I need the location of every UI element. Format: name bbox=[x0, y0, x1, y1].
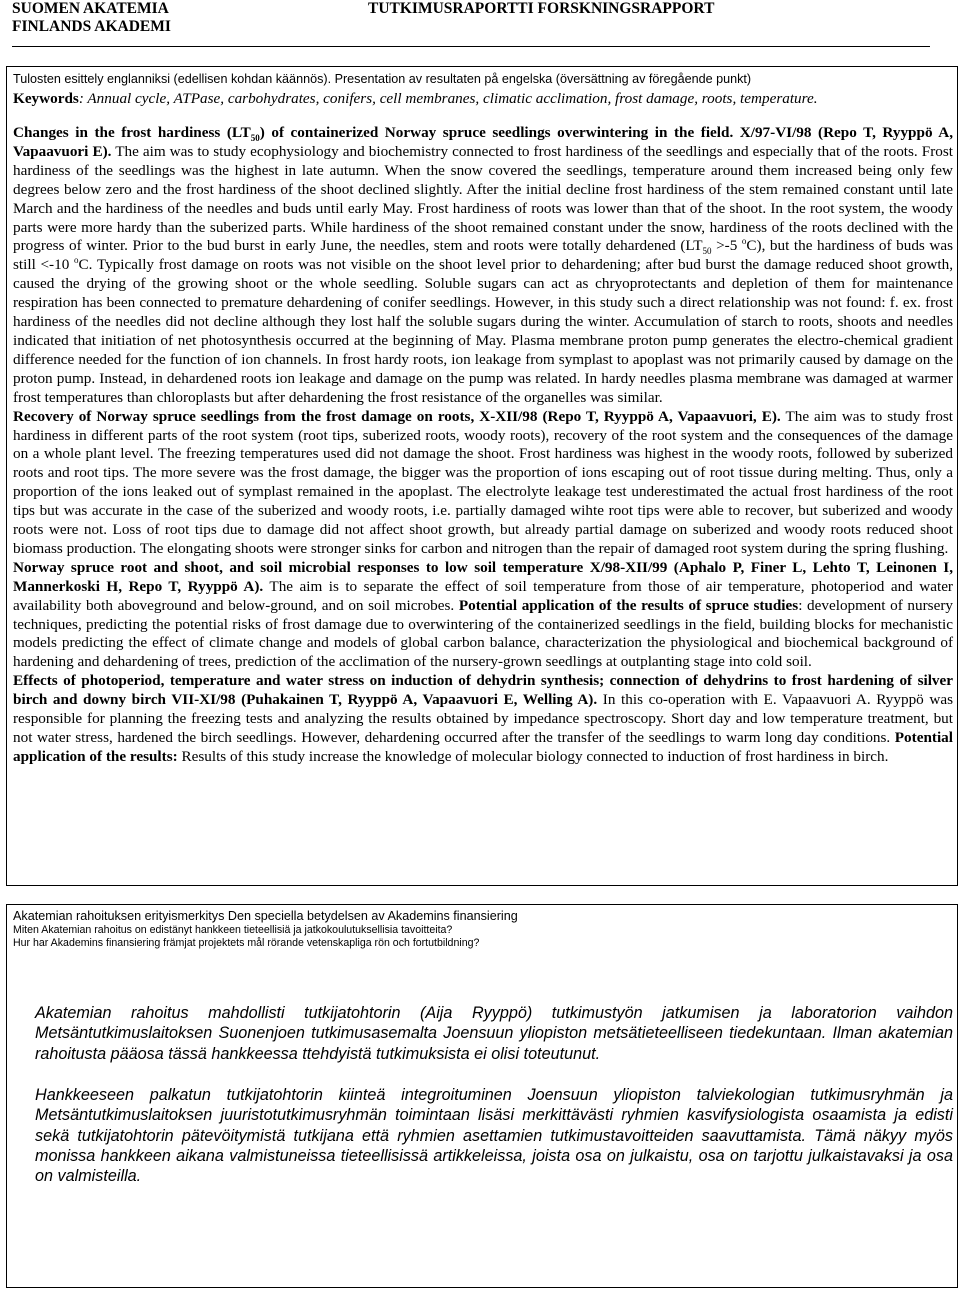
funding-answer-1: Akatemian rahoitus mahdollisti tutkijatohtorin (Aija Ryyppö) tutkimustyön jatkumisen ja laboratorion vaihdon Metsäntutkimuslaitoksen Suonenjoen tutkimusasemalta Joensuun yliopiston metsätieteelliseen tiedekuntaan. Ilman akatemian rahoitusta pääosa tässä hankkeessa ttehdyistä tutkimuksista ei olisi toteutunut. bbox=[35, 1004, 953, 1063]
header-divider bbox=[12, 46, 930, 47]
keywords-line bbox=[13, 90, 953, 108]
organization-name bbox=[12, 0, 171, 36]
org-name-swedish: FINLANDS AKADEMI bbox=[12, 18, 171, 35]
funding-answer-2: Hankkeeseen palkatun tutkijatohtorin kiinteä integroituminen Joensuun yliopiston talviekologian tutkimusryhmän ja Metsäntutkimuslaitoksen juuristotutkimusryhmän toimintaan lisäsi merkittävästi ryhmien kasvifysiologista osaamista ja edisti sekä tutkijatohtorin pätevöitymistä tutkijana että ryhmien asettamien tutkimustavoitteiden saavuttamista. Tämä näkyy myös monissa hankkeen aikana valmistuneissa tieteellisissä artikkeleissa, joista osa on julkaistu, osa on tarjottu julkaistavaksi ja osa on valmisteilla. bbox=[35, 1086, 953, 1186]
paragraph-frost-hardiness: Changes in the frost hardiness $(LT_{50})$ of containerized Norway spruce seedlings overwintering in the field. X/97-VI/98 (Repo T, Ryyppö A, Vapaavuori E). The aim was to study ecophysiology and biochemistry connected to frost hardiness of the seedlings and especially that of the roots. Frost hardiness of the seedlings was the highest in late autumn. When the snow covered the seedlings, temperature around them increased being only few degrees below zero and the frost hardiness of the shoot declined slightly. After the initial decline frost hardiness of the stem remained constant until late March and the hardiness of the needles and buds until early May. Frost hardiness of roots was lower than that of the shoot. In the root system, the woody parts were more hardy than the suberized parts. While hardiness of the shoot remained constant under the snow, hardiness of the roots declined with the progress of winter. Prior to the bud burst in early June, the needles, stem and roots were totally dehardened ($LT_{50} >-5$ $^o$C), but the hardiness of buds was still <-10 $^o$C. Typically frost damage on roots was not visible on the shoot level prior to dehardening; after bud burst the damage reduced shoot growth, caused the drying of the growing shoot or the whole seedling. Soluble sugars can act as chryoprotectants and depletion of them for maintenance respiration has been connected to premature dehardening of conifer seedlings. However, in this study such a direct relationship was not found: f. ex. frost hardiness of the needles did not decline although they lost half the soluble sugars during the winter. Accumulation of starch to roots, shoots and needles indicated that initiation of net photosynthesis occurred at the beginning of May. Plasma membrane proton pump generates the electro-chemical gradient difference needed for the function of ion channels. In frost hardy roots, ion leakage from symplast to apoplast was not primarily caused by damage on the proton pump. Instead, in dehardened roots ion leakage and damage on the pump was related. In hardy needles plasma membrane was damaged at warmer frost temperatures than chloroplasts but after dehardening the frost resistance of the organelles was similar. bbox=[13, 124, 954, 406]
keywords-value: : Annual cycle, ATPase, carbohydrates, conifers, cell membranes, climatic acclimation, frost damage, roots, temperature. bbox=[78, 90, 818, 107]
report-title: TUTKIMUSRAPORTTI FORSKNINGSRAPPORT bbox=[368, 0, 715, 17]
paragraph-1-title: Changes in the frost hardiness $(LT_{50})$ of containerized Norway spruce seedlings overwintering in the field. X/97-VI/98 (Repo T, Ryyppö A, Vapaavuori E). bbox=[13, 124, 954, 160]
paragraph-soil-temperature: Norway spruce root and shoot, and soil microbial responses to low soil temperature X/98-XII/99 (Aphalo P, Finer L, Lehto T, Leinonen I, Mannerkoski H, Repo T, Ryyppö A). The aim is to separate the effect of soil temperature from those of air temperature, photoperiod and water availability both aboveground and below-ground, and on soil microbes. Potential application of the results of spruce studies: development of nursery techniques, predicting the potential risks of frost damage due to overwintering of the containerized seedlings in the field, building blocks for mechanistic models predicting the effect of climate change and models of global carbon balance, characterization the physiological and biochemical background of hardening and dehardening of trees, prediction of the acclimation of the nursery-grown seedlings at outplanting stage into cold soil. bbox=[13, 558, 953, 671]
funding-header bbox=[13, 909, 953, 950]
paragraph-4-title: Effects of photoperiod, temperature and water stress on induction of dehydrin synthesis; connection of dehydrins to frost hardening of silver birch and downy birch VII-XI/98 (Puhakainen T, Ryyppö A, Vapaavuori E, Welling A). bbox=[13, 672, 953, 709]
paragraph-2-title: Recovery of Norway spruce seedlings from the frost damage on roots, X-XII/98 (Repo T, Ryyppö A, Vapaavuori, E). bbox=[13, 407, 781, 425]
page-header bbox=[0, 0, 960, 42]
org-name-finnish: SUOMEN AKATEMIA bbox=[12, 0, 169, 17]
funding-section bbox=[6, 904, 958, 1288]
funding-heading: Akatemian rahoituksen erityismerkitys Den speciella betydelsen av Akademins finansiering bbox=[13, 909, 518, 923]
paragraph-recovery: Recovery of Norway spruce seedlings from the frost damage on roots, X-XII/98 (Repo T, Ryyppö A, Vapaavuori, E). The aim was to study frost hardiness in different parts of the root system (root tips, suberized roots, woody roots), recovery of the root system and the consequences of the damage on a whole plant level. The freezing temperatures used did not damage the shoot. Frost hardiness was highest in the woody roots, followed by suberized roots and root tips. The more severe was the frost damage, the bigger was the proportion of ions escaping out of root tissue during melting. Thus, only a proportion of the ions leaked out of symplast remained in the apoplast. The electrolyte leakage test underestimated the actual frost hardiness of the root tips but was accurate in the case of the suberized and woody roots, i.e. partially damaged wihte root tips were able to recover, but suberized and woody roots were not. Loss of root tips due to damage did not affect shoot growth, but already partial damage on suberized and woody roots reduced shoot biomass production. The elongating shoots were stronger sinks for carbon and nitrogen than the repair of damaged root system during the spring flushing. bbox=[13, 407, 954, 557]
results-body bbox=[13, 124, 953, 767]
results-section bbox=[6, 66, 958, 886]
paragraph-dehydrin: Effects of photoperiod, temperature and water stress on induction of dehydrin synthesis; connection of dehydrins to frost hardening of silver birch and downy birch VII-XI/98 (Puhakainen T, Ryyppö A, Vapaavuori E, Welling A). In this co-operation with E. Vapaavuori A. Ryyppö was responsible for planning the freezing tests and analyzing the results obtained by impedance spectroscopy. Short day and low temperature treatment, but not water stress, hardened the birch seedlings. However, dehardening occurred after the transfer of the seedlings to warm long day conditions. Potential application of the results: Results of this study increase the knowledge of molecular biology connected to induction of frost hardiness in birch. bbox=[13, 672, 953, 765]
keywords-label: Keywords bbox=[13, 90, 79, 107]
funding-question-swedish: Hur har Akademins finansiering främjat projektets mål rörande vetenskapliga rön och fortutbildning? bbox=[13, 937, 480, 949]
funding-question-finnish: Miten Akatemian rahoitus on edistänyt hankkeen tieteellisiä ja jatkokoulutuksellisia tavoitteita? bbox=[13, 924, 453, 936]
paragraph-3-title: Norway spruce root and shoot, and soil microbial responses to low soil temperature X/98-XII/99 (Aphalo P, Finer L, Lehto T, Leinonen I, Mannerkoski H, Repo T, Ryyppö A). bbox=[13, 558, 953, 595]
results-intro-label: Tulosten esittely englanniksi (edellisen kohdan käännös). Presentation av resultaten på engelska (översättning av föregående punkt) bbox=[13, 72, 752, 86]
